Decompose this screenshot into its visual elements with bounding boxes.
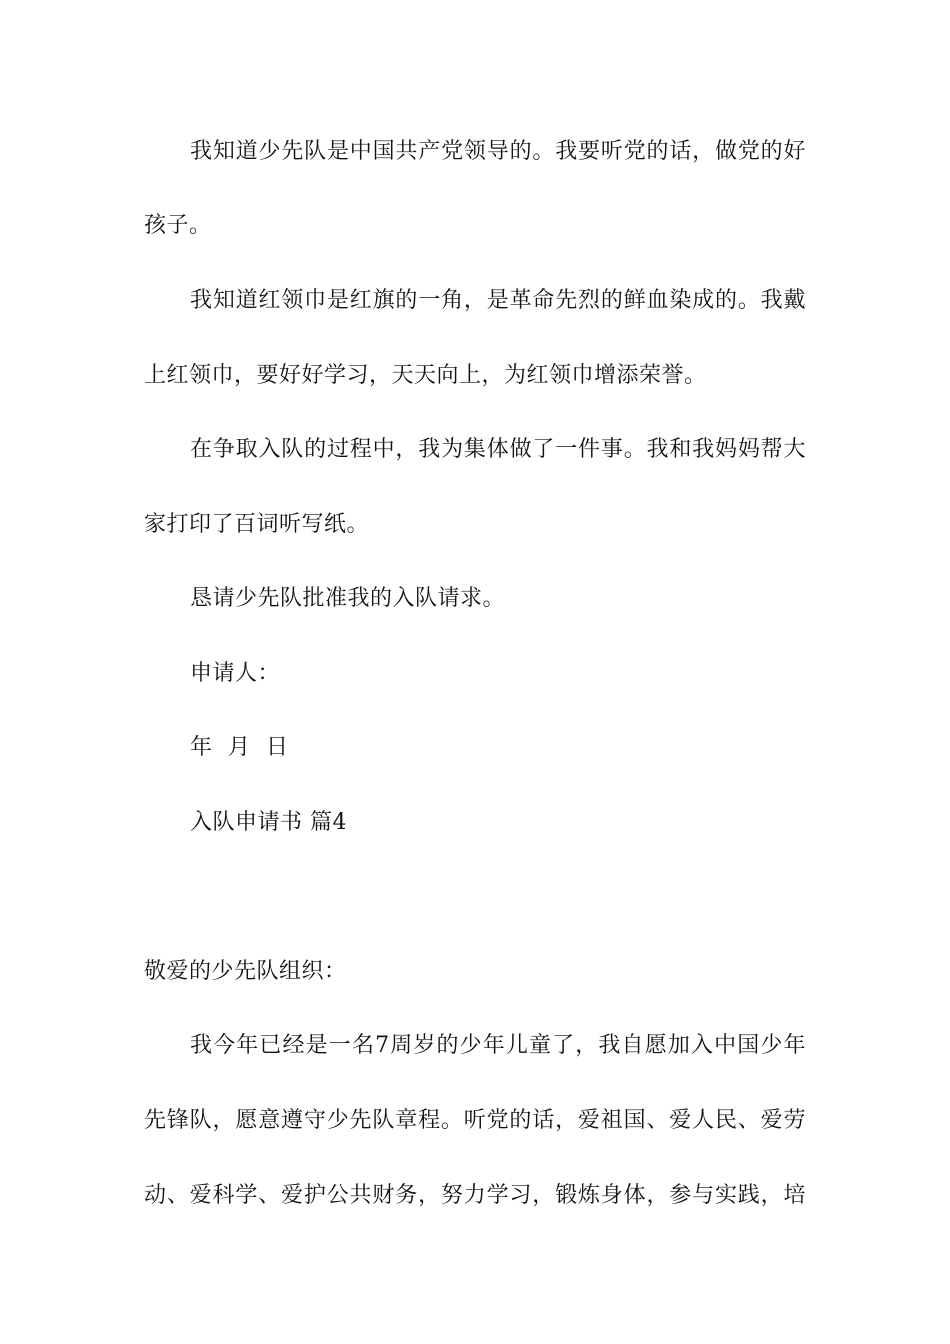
date-placeholder: 年 月 日 bbox=[190, 735, 289, 760]
paragraph-line: 我知道少先队是中国共产党领导的。我要听党的话，做党的好 bbox=[190, 139, 806, 164]
applicant-label: 申请人： bbox=[190, 661, 281, 686]
paragraph-line: 孩子。 bbox=[144, 213, 212, 238]
paragraph-line: 家打印了百词听写纸。 bbox=[144, 512, 370, 537]
salutation: 敬爱的少先队组织： bbox=[144, 959, 347, 984]
paragraph-line: 我知道红领巾是红旗的一角，是革命先烈的鲜血染成的。我戴 bbox=[190, 288, 806, 313]
paragraph-line: 动、爱科学、爱护公共财务，努力学习，锻炼身体，参与实践，培 bbox=[144, 1183, 806, 1208]
paragraph-line: 先锋队，愿意遵守少先队章程。听党的话，爱祖国、爱人民、爱劳 bbox=[144, 1108, 806, 1133]
paragraph-line: 在争取入队的过程中，我为集体做了一件事。我和我妈妈帮大 bbox=[190, 437, 806, 462]
section-heading: 入队申请书 篇4 bbox=[190, 810, 347, 835]
paragraph-line: 恳请少先队批准我的入队请求。 bbox=[190, 586, 506, 611]
paragraph-line: 我今年已经是一名7周岁的少年儿童了，我自愿加入中国少年 bbox=[190, 1033, 806, 1058]
paragraph-line: 上红领巾，要好好学习，天天向上，为红领巾增添荣誉。 bbox=[144, 363, 707, 388]
